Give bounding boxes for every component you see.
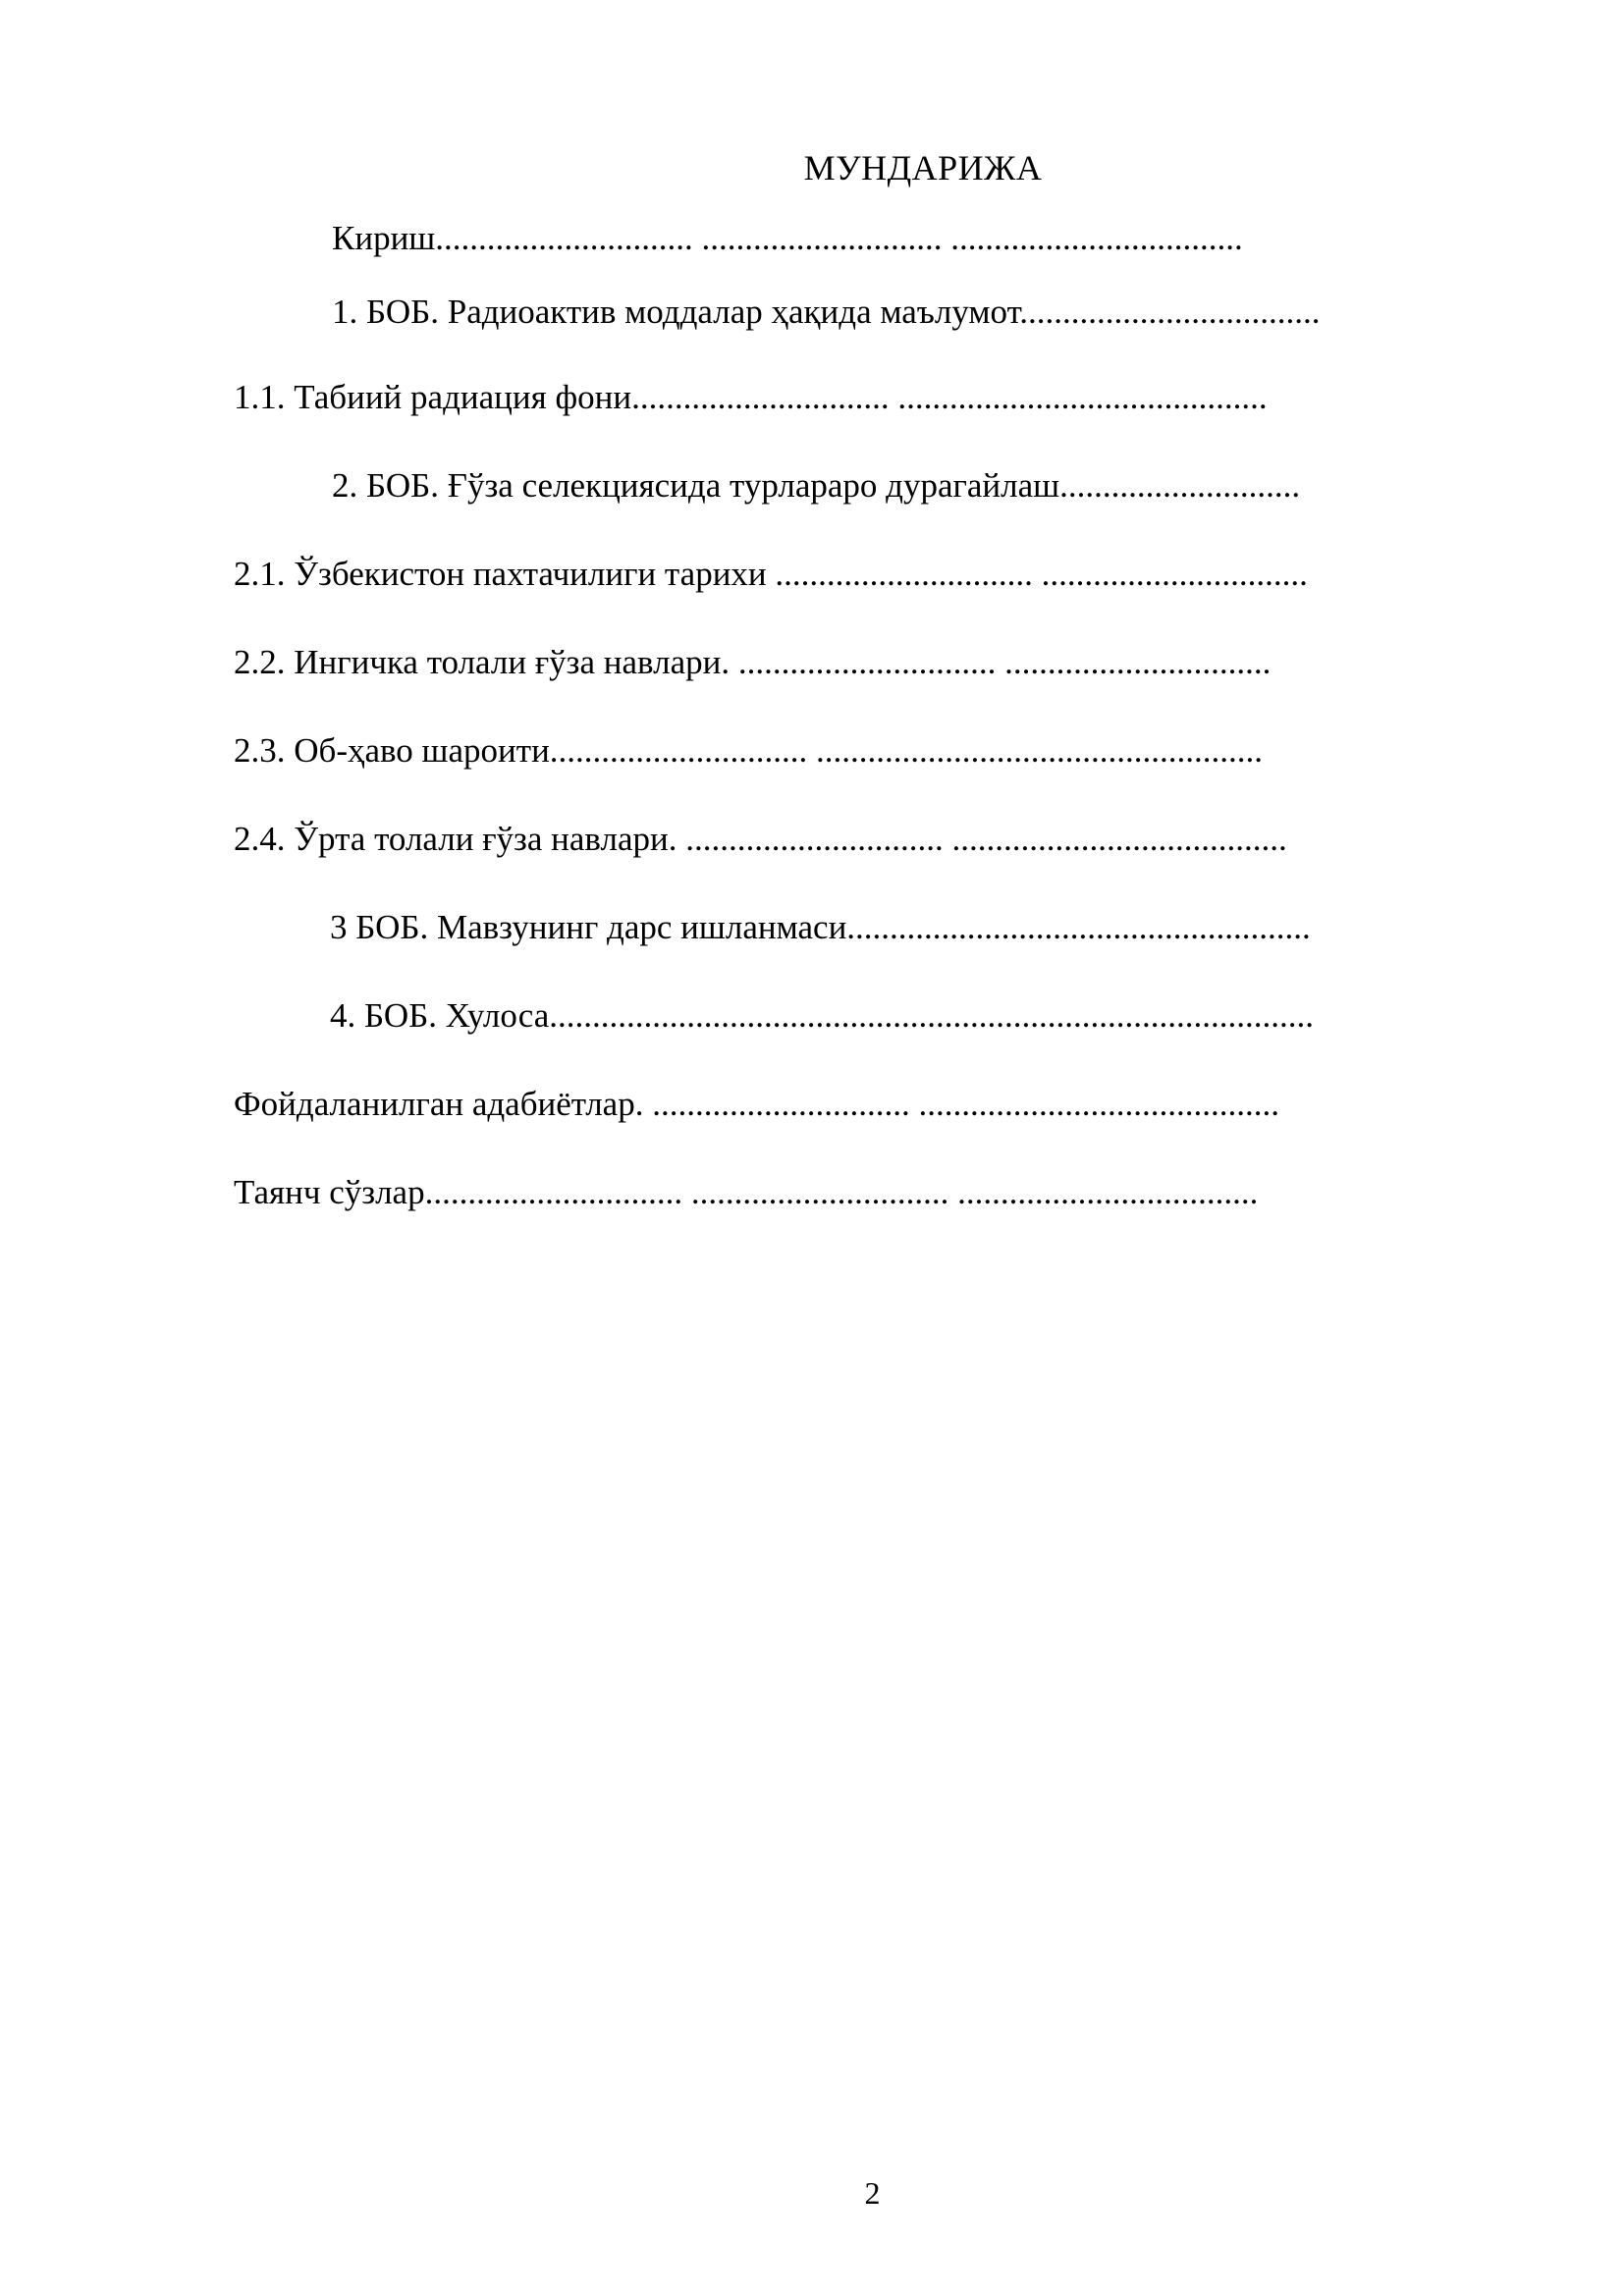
toc-entry-chapter-2: 2. БОБ. Ғўза селекциясида турлараро дурагайлаш............................ (332, 466, 1301, 505)
toc-entry-references: Фойдаланилган адабиётлар. .............................. .......................................... (234, 1085, 1279, 1123)
toc-title: МУНДАРИЖА (803, 148, 1043, 187)
toc-entry-keywords: Таянч сўзлар.............................. .............................. ................................... (234, 1173, 1259, 1211)
toc-entry-section-2-4: 2.4. Ўрта толали ғўза навлари. .............................. ....................................... (234, 820, 1287, 858)
toc-entry-section-2-3: 2.3. Об-ҳаво шароити.............................. .................................................... (234, 731, 1264, 770)
toc-entry-introduction: Кириш.............................. ............................ .................................. (332, 219, 1243, 257)
toc-entry-chapter-4: 4. БОБ. Хулоса......................................................................................... (330, 996, 1314, 1035)
toc-entry-section-2-2: 2.2. Ингичка толали ғўза навлари. .............................. ............................... (234, 643, 1272, 681)
toc-entry-section-1-1: 1.1. Табиий радиация фони.............................. ........................................... (234, 378, 1268, 416)
toc-entry-chapter-3: 3 БОБ. Мавзунинг дарс ишланмаси...................................................... (330, 908, 1311, 946)
toc-entry-section-2-1: 2.1. Ўзбекистон пахтачилиги тарихи .............................. ............................... (234, 555, 1308, 593)
toc-entry-chapter-1: 1. БОБ. Радиоактив моддалар ҳақида маълумот................................... (332, 293, 1321, 331)
page-number: 2 (864, 2175, 881, 2211)
